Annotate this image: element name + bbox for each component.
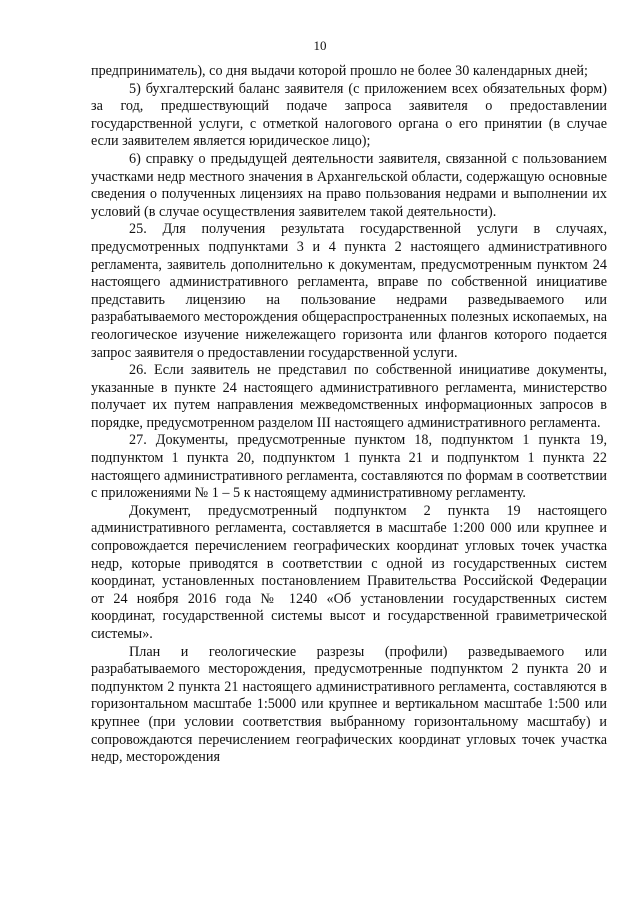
paragraph-clause-25: 25. Для получения результата государственной услуги в случаях, предусмотренных подпунктами 3 и 4 пункта 2 настоящего административного регламента, заявитель дополнительно к документам, предусмотренным пунктом 24 настоящего административного регламента, вправе по собственной инициативе представить лицензию на пользование недрами разведываемого или разрабатываемого месторождения общераспространенных полезных ископаемых, на геологическое изучение нижележащего горизонта или флангов которого подается запрос заявителя о предоставлении государственной услуги.: [91, 221, 607, 361]
paragraph-document-scale: Документ, предусмотренный подпунктом 2 пункта 19 настоящего административного регламента, составляется в масштабе 1:200 000 или крупнее и сопровождается перечислением географических координат угловых точек участка недр, которые приводятся в соответствии с одной из государственных систем координат, установленных постановлением Правительства Российской Федерации от 24 ноября 2016 года № 1240 «Об установлении государственных систем координат, государственной системы высот и государственной гравиметрической системы».: [91, 502, 607, 642]
page-number: 10: [313, 38, 327, 53]
paragraph-clause-27: 27. Документы, предусмотренные пунктом 18, подпунктом 1 пункта 19, подпунктом 1 пункта 20, подпунктом 1 пункта 21 и подпунктом 1 пункта 22 настоящего административного регламента, составляются по формам в соответствии с приложениями № 1 – 5 к настоящему административному регламенту.: [91, 432, 607, 502]
paragraph-item-6: 6) справку о предыдущей деятельности заявителя, связанной с пользованием участками недр местного значения в Архангельской области, содержащую основные сведения о полученных лицензиях на право пользования недрами и выполнении их условий (в случае осуществления заявителем такой деятельности).: [91, 150, 607, 220]
document-body: [91, 63, 607, 767]
paragraph-item-5: 5) бухгалтерский баланс заявителя (с приложением всех обязательных форм) за год, предшествующий подаче запроса заявителя о предоставлении государственной услуги, с отметкой налогового органа о его принятии (в случае если заявителем является юридическое лицо);: [91, 80, 607, 150]
paragraph-continuation: предприниматель), со дня выдачи которой прошло не более 30 календарных дней;: [91, 63, 588, 79]
paragraph-plan-sections: План и геологические разрезы (профили) разведываемого или разрабатываемого месторождения, предусмотренные подпунктом 2 пункта 20 и подпунктом 2 пункта 21 настоящего административного регламента, составляются в горизонтальном масштабе 1:5000 или крупнее и вертикальном масштабе 1:500 или крупнее (при условии соответствия выбранному горизонтальному масштабу) и сопровождаются перечислением географических координат угловых точек участка недр, месторождения: [91, 643, 607, 766]
paragraph-clause-26: 26. Если заявитель не представил по собственной инициативе документы, указанные в пункте 24 настоящего административного регламента, министерство получает их путем направления межведомственных информационных запросов в порядке, предусмотренном разделом III настоящего административного регламента.: [91, 362, 607, 431]
